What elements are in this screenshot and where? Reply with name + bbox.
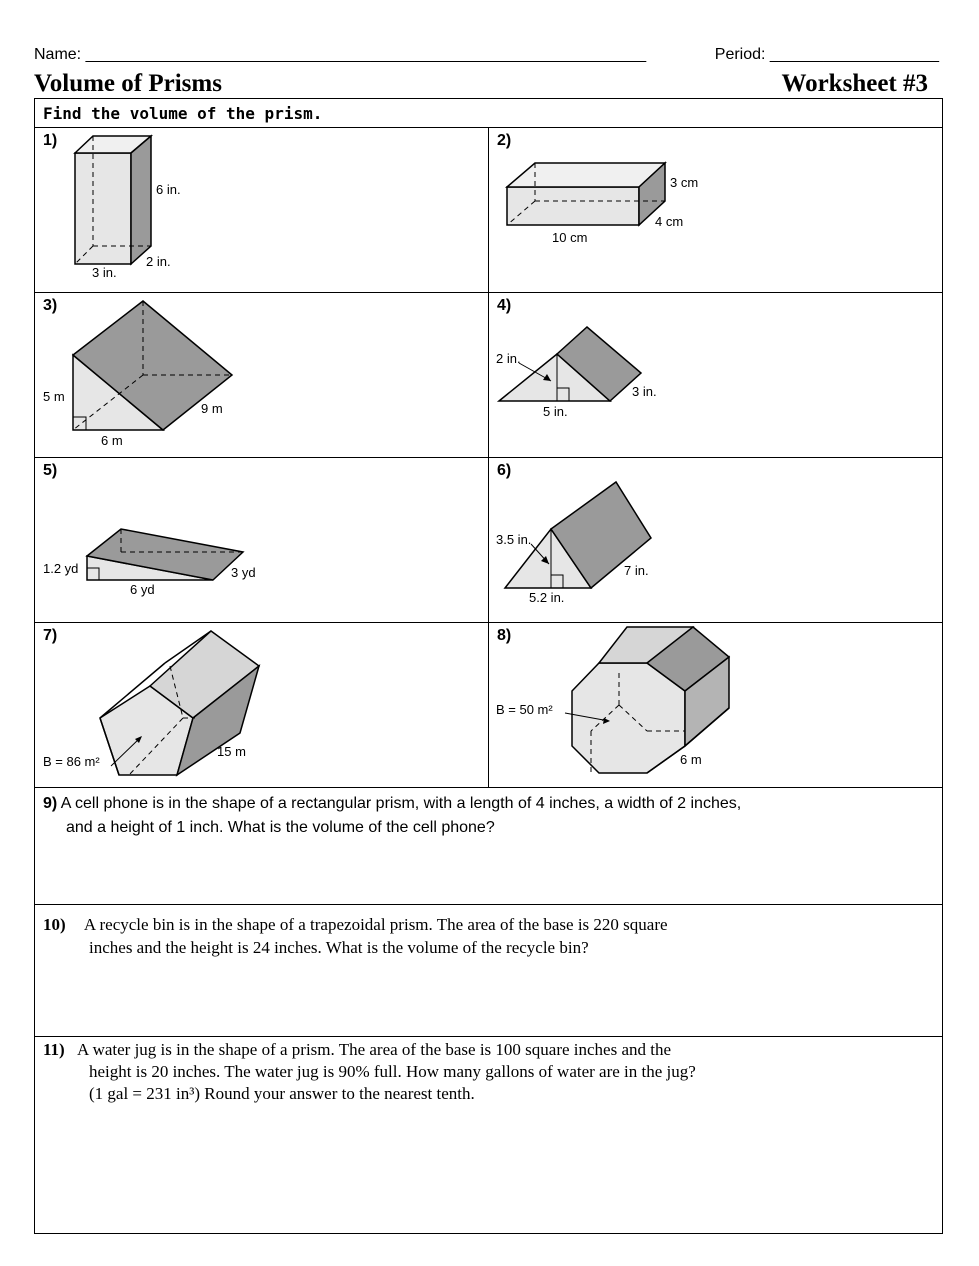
figure-rect-prism-flat	[489, 128, 942, 293]
figure-triangular-prism-small	[489, 293, 942, 458]
problem-text-line-2: height is 20 inches. The water jug is 90% full. How many gallons of water are in the jug?	[89, 1062, 696, 1081]
period-field[interactable]: Period: ___________________	[714, 46, 939, 63]
dim-height: 3 cm	[670, 175, 699, 190]
dim-height: 6 in.	[156, 182, 181, 197]
problem-9	[35, 788, 942, 905]
problem-6	[489, 458, 942, 623]
figure-wedge-prism	[35, 458, 489, 623]
instructions: Find the volume of the prism.	[43, 104, 323, 123]
figure-rect-prism-tall	[35, 128, 489, 293]
problem-5	[35, 458, 489, 623]
dim-length: 3 in.	[92, 265, 117, 280]
problem-10	[35, 905, 942, 1037]
figure-pentagonal-prism	[35, 623, 489, 788]
dim-length: 7 in.	[624, 563, 649, 578]
problem-number: 9)	[43, 795, 58, 812]
dim-length: 10 cm	[552, 230, 588, 245]
figure-triangular-prism-tall	[489, 458, 942, 623]
problem-2	[489, 128, 942, 293]
problem-number: 5)	[43, 462, 58, 479]
problem-number: 3)	[43, 297, 58, 314]
problem-text-line-2: and a height of 1 inch. What is the volume of the cell phone?	[66, 819, 495, 836]
dim-height: 5 m	[43, 389, 65, 404]
problem-number: 1)	[43, 132, 58, 149]
problem-number: 4)	[497, 297, 512, 314]
problem-text-line-1: A recycle bin is in the shape of a trapezoidal prism. The area of the base is 220 square	[83, 915, 668, 934]
base-area: B = 86 m²	[43, 754, 100, 769]
dim-height: 3.5 in.	[496, 532, 532, 547]
problem-number: 6)	[497, 462, 512, 479]
worksheet-table	[34, 98, 943, 1234]
problem-number: 7)	[43, 627, 58, 644]
problem-text-line-1: A cell phone is in the shape of a rectangular prism, with a length of 4 inches, a width of 2 inches,	[60, 795, 742, 812]
worksheet-title: Volume of Prisms	[34, 70, 222, 97]
dim-width: 4 cm	[655, 214, 684, 229]
problem-number: 8)	[497, 627, 512, 644]
problem-3	[35, 293, 489, 458]
worksheet-number: Worksheet #3	[781, 70, 928, 97]
dim-base: 5.2 in.	[529, 590, 565, 605]
header-line	[34, 46, 944, 68]
dim-length: 3 yd	[231, 565, 256, 580]
problem-number: 11)	[43, 1040, 65, 1059]
dim-base: 6 yd	[130, 582, 155, 597]
dim-length: 15 m	[217, 744, 246, 759]
problem-number: 2)	[497, 132, 512, 149]
figure-octagonal-prism	[489, 623, 942, 788]
name-field[interactable]: Name: _______________________________________________________________	[34, 46, 647, 63]
dim-length: 6 m	[680, 752, 702, 767]
title-line	[34, 70, 928, 98]
problem-11	[35, 1037, 942, 1235]
problem-text-line-3: (1 gal = 231 in³) Round your answer to the nearest tenth.	[89, 1084, 475, 1103]
problem-1	[35, 128, 489, 293]
dim-length: 3 in.	[632, 384, 657, 399]
instructions-row	[35, 99, 942, 128]
dim-base: 5 in.	[543, 404, 568, 419]
dim-base: 6 m	[101, 433, 123, 448]
problem-number: 10)	[43, 915, 66, 934]
problem-7	[35, 623, 489, 788]
problem-4	[489, 293, 942, 458]
dim-height: 1.2 yd	[43, 561, 79, 576]
figure-triangular-prism-large	[35, 293, 489, 458]
problem-8	[489, 623, 942, 788]
dim-length: 9 m	[201, 401, 223, 416]
base-area: B = 50 m²	[496, 702, 553, 717]
problem-text-line-1: A water jug is in the shape of a prism. The area of the base is 100 square inches and the	[76, 1040, 672, 1059]
dim-width: 2 in.	[146, 254, 171, 269]
problem-text-line-2: inches and the height is 24 inches. What is the volume of the recycle bin?	[89, 938, 589, 957]
dim-height: 2 in.	[496, 351, 521, 366]
